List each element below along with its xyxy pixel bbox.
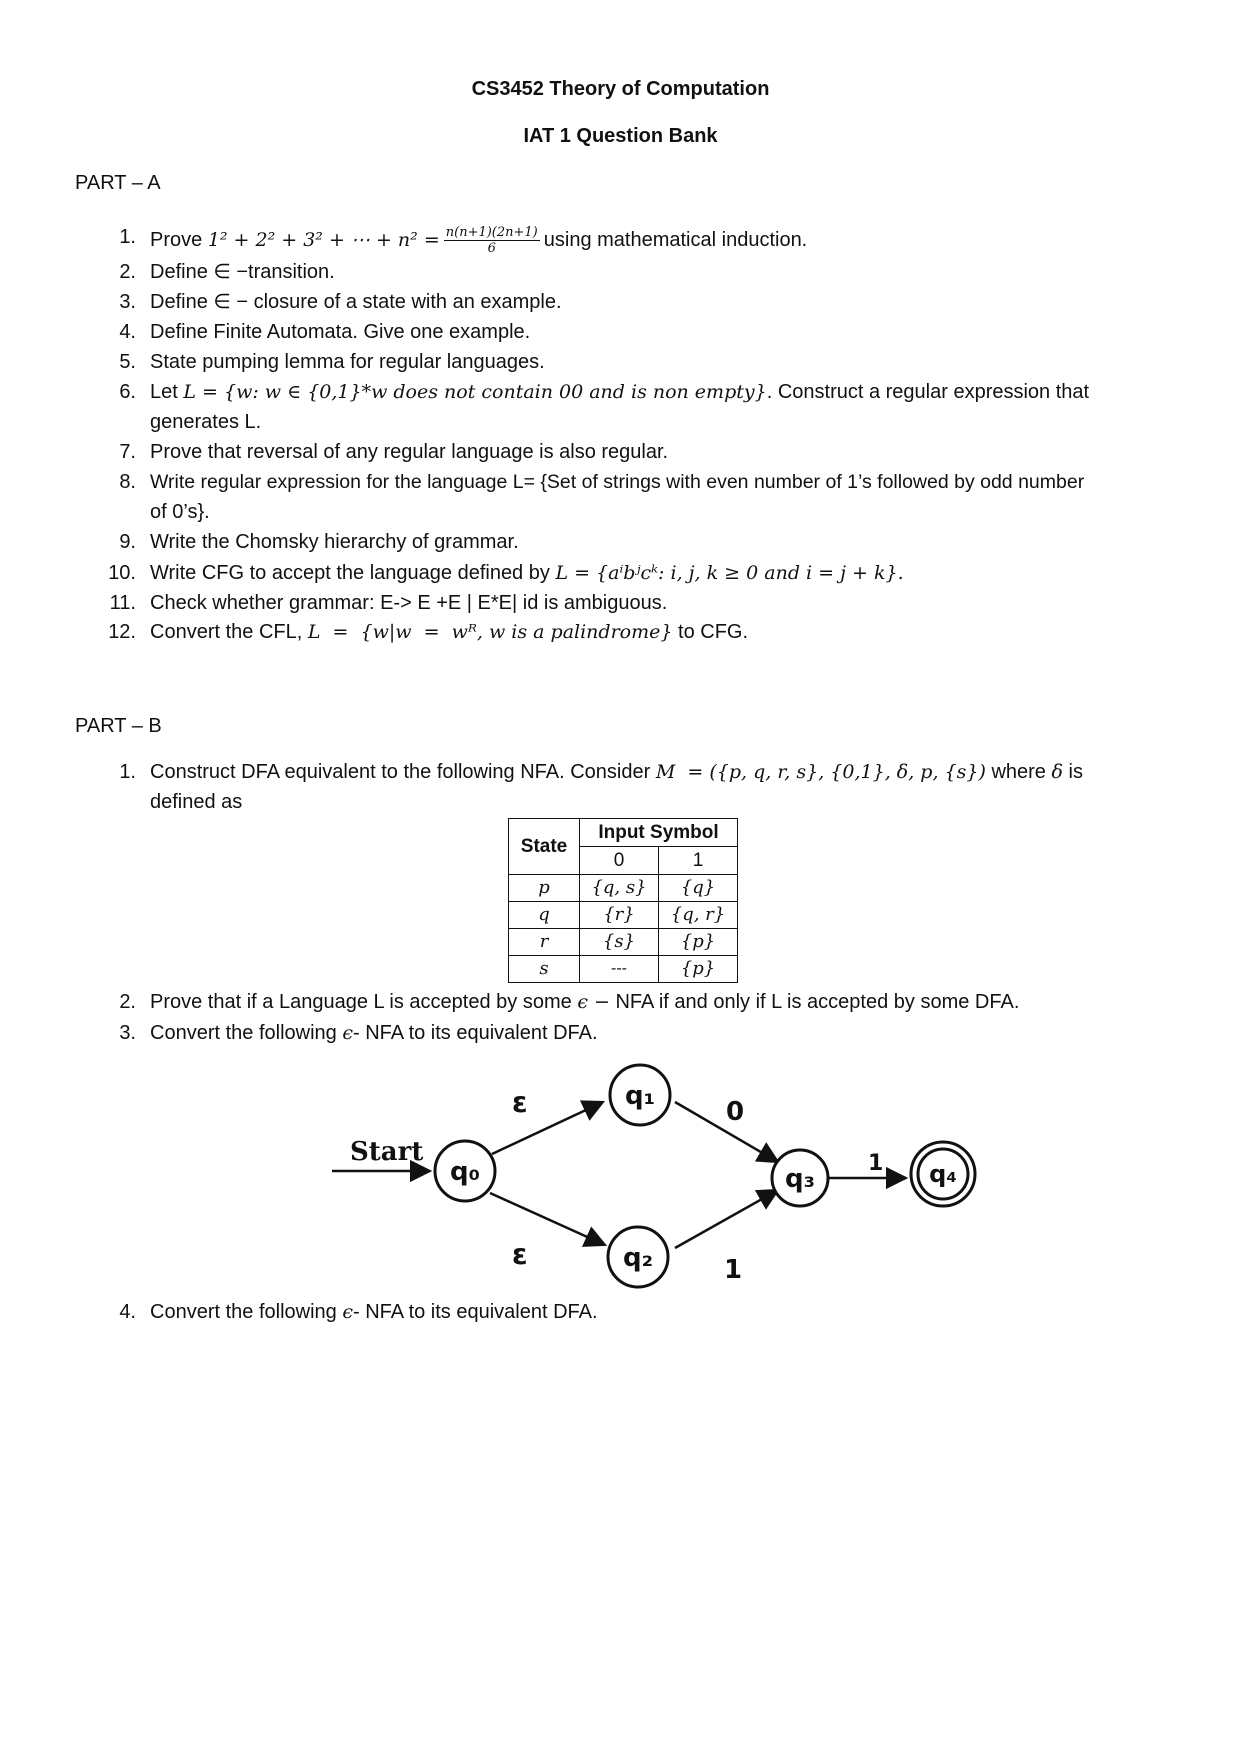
state-cell: r	[509, 929, 580, 956]
question-text: Prove that if a Language L is accepted by some	[150, 991, 572, 1013]
question-text: Write the Chomsky hierarchy of grammar.	[150, 531, 519, 553]
delta-symbol: δ	[1051, 761, 1063, 783]
input-symbol-header: Input Symbol	[580, 819, 738, 847]
math-expression: 1² + 2² + 3² + ⋯ + n² =	[207, 228, 440, 251]
document-subtitle: IAT 1 Question Bank	[523, 125, 718, 147]
math-expression: ϵ	[342, 1022, 353, 1044]
table-row	[509, 902, 738, 929]
question-text-suffix: - NFA to its equivalent DFA.	[353, 1301, 598, 1323]
question-text: State pumping lemma for regular languages.	[150, 351, 545, 373]
question-text-suffix: - NFA to its equivalent DFA.	[353, 1022, 598, 1044]
question-text-suffix: using mathematical induction.	[543, 228, 808, 251]
question-text: Convert the following	[150, 1301, 337, 1323]
edge-label-epsilon: ε	[512, 1238, 528, 1271]
edge-label-0: 0	[726, 1097, 745, 1127]
question-number: 1.	[119, 761, 136, 783]
fraction-numerator: n(n+1)(2n+1)	[445, 225, 538, 240]
edge-q0-q2	[490, 1193, 605, 1245]
question-text-continued: of 0’s}.	[150, 501, 210, 523]
question-number: 1.	[119, 226, 136, 248]
fraction	[444, 225, 540, 256]
question-text: Write regular expression for the language L= {Set of strings with even number of 1’s followed by odd number	[150, 471, 1085, 493]
table-row	[509, 929, 738, 956]
question-text-continued: defined as	[150, 791, 243, 813]
question-text-suffix: . Construct a regular expression that	[766, 381, 1090, 403]
transition-cell: {p}	[659, 956, 738, 983]
edge-label-epsilon: ε	[512, 1086, 528, 1119]
question-number: 7.	[119, 441, 136, 463]
question-number: 11.	[109, 592, 136, 614]
question-text-suffix: to CFG.	[678, 621, 749, 643]
column-header: 1	[659, 847, 738, 875]
epsilon-nfa-diagram	[320, 1060, 1000, 1300]
question-text: Convert the following	[150, 1022, 337, 1044]
question-text: Define ∈ −transition.	[150, 261, 335, 283]
question-number: 5.	[119, 351, 136, 373]
math-expression: ϵ	[342, 1301, 353, 1323]
question-text: Let	[150, 381, 178, 403]
state-label-q3: q₃	[785, 1164, 815, 1194]
transition-table	[508, 818, 738, 983]
question-text: Construct DFA equivalent to the following NFA. Consider	[150, 761, 651, 783]
transition-cell: {r}	[580, 902, 659, 929]
question-text-mid: where	[991, 761, 1046, 783]
question-number: 2.	[119, 261, 136, 283]
transition-cell: {q}	[659, 875, 738, 902]
question-number: 2.	[119, 991, 136, 1013]
edge-label-1: 1	[868, 1151, 884, 1176]
question-number: 3.	[119, 1022, 136, 1044]
question-number: 3.	[119, 291, 136, 313]
state-header: State	[509, 819, 580, 875]
start-label: Start	[350, 1137, 424, 1167]
question-text: Define ∈ − closure of a state with an example.	[150, 291, 562, 313]
math-expression: ϵ −	[577, 991, 610, 1013]
question-text-continued: generates L.	[150, 411, 262, 433]
state-cell: p	[509, 875, 580, 902]
fraction-denominator: 6	[487, 241, 496, 256]
edge-q2-q3	[675, 1190, 778, 1248]
math-expression: M = ({p, q, r, s}, {0,1}, δ, p, {s})	[655, 761, 986, 783]
document-title: CS3452 Theory of Computation	[471, 78, 770, 100]
state-label-q0: q₀	[450, 1157, 480, 1187]
transition-cell: {p}	[659, 929, 738, 956]
math-expression: L = {w: w ∈ {0,1}*w does not contain 00 and is non empty}	[183, 381, 767, 403]
question-number: 9.	[119, 531, 136, 553]
question-number: 4.	[119, 321, 136, 343]
question-text: Convert the CFL,	[150, 621, 303, 643]
question-text: Check whether grammar: E-> E +E | E*E| id is ambiguous.	[150, 592, 668, 614]
question-number: 10.	[108, 562, 136, 584]
table-row	[509, 956, 738, 983]
state-cell: s	[509, 956, 580, 983]
edge-q0-q1	[492, 1102, 603, 1154]
question-text-suffix: is	[1068, 761, 1083, 783]
column-header: 0	[580, 847, 659, 875]
math-expression: L = {aⁱbʲcᵏ: i, j, k ≥ 0 and i = j + k}.	[555, 562, 904, 584]
question-text-suffix: NFA if and only if L is accepted by some DFA.	[615, 991, 1020, 1013]
question-number: 6.	[119, 381, 136, 403]
question-number: 12.	[108, 621, 136, 643]
state-label-q1: q₁	[625, 1081, 655, 1111]
edge-label-1: 1	[724, 1255, 743, 1285]
state-cell: q	[509, 902, 580, 929]
question-number: 4.	[119, 1301, 136, 1323]
transition-cell: ---	[580, 956, 659, 983]
state-label-q2: q₂	[623, 1243, 653, 1273]
math-expression: L = {w|w = wᴿ, w is a palindrome}	[307, 621, 673, 643]
question-text: Prove that reversal of any regular language is also regular.	[150, 441, 669, 463]
question-text: Define Finite Automata. Give one example.	[150, 321, 531, 343]
question-number: 8.	[119, 471, 136, 493]
part-b-heading: PART – B	[75, 715, 162, 737]
transition-cell: {q, s}	[580, 875, 659, 902]
transition-cell: {s}	[580, 929, 659, 956]
question-text: Prove	[150, 228, 203, 251]
transition-cell: {q, r}	[659, 902, 738, 929]
table-row	[509, 875, 738, 902]
part-a-heading: PART – A	[75, 172, 161, 194]
state-label-q4: q₄	[929, 1160, 957, 1188]
question-text: Write CFG to accept the language defined by	[150, 562, 550, 584]
